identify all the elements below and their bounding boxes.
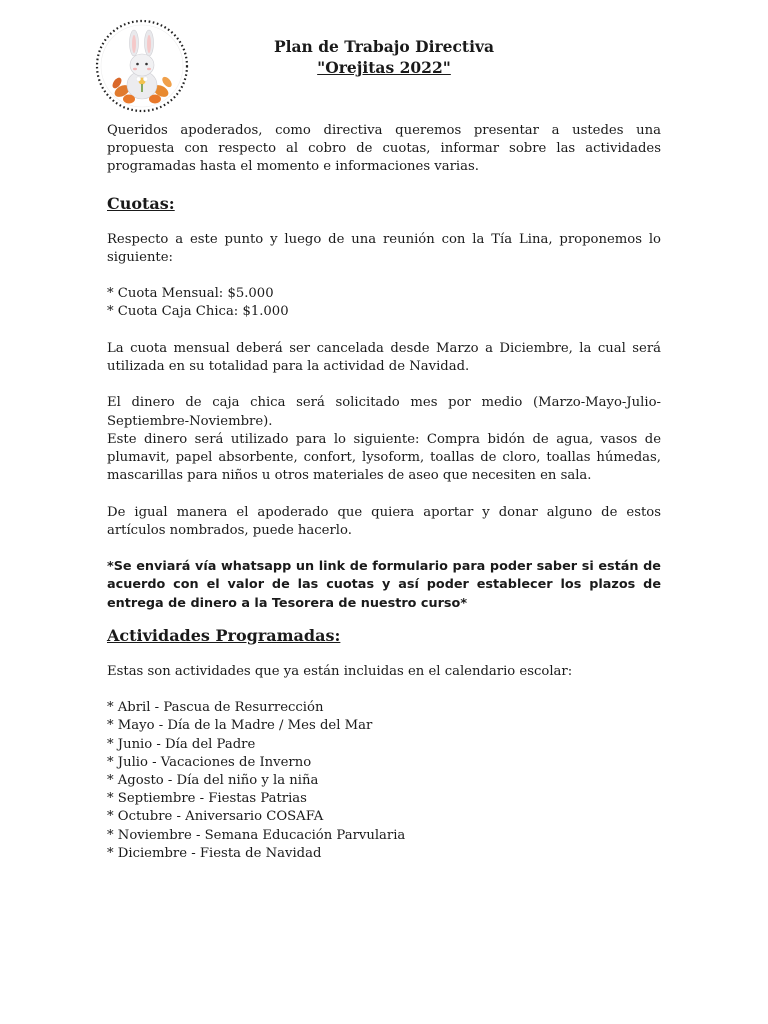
cuotas-heading: Cuotas: xyxy=(107,193,175,213)
document-title xyxy=(200,36,568,78)
bunny-logo-icon xyxy=(95,19,189,113)
activity-item: * Noviembre - Semana Educación Parvularia xyxy=(107,827,406,843)
activity-item: * Mayo - Día de la Madre / Mes del Mar xyxy=(107,718,373,734)
activity-item: * Julio - Vacaciones de Inverno xyxy=(107,754,312,770)
activity-item: * Diciembre - Fiesta de Navidad xyxy=(107,845,322,861)
activity-item: * Abril - Pascua de Resurrección xyxy=(107,700,324,716)
cuotas-paragraph-3: El dinero de caja chica será solicitado mes por medio (Marzo-Mayo-Julio-Septiembre-Noviembre). xyxy=(107,395,661,429)
cuota-item: * Cuota Caja Chica: $1.000 xyxy=(107,304,289,320)
activity-item: * Junio - Día del Padre xyxy=(107,736,256,752)
title-line-2: "Orejitas 2022" xyxy=(317,58,451,77)
activity-item: * Octubre - Aniversario COSAFA xyxy=(107,809,324,825)
cuota-item: * Cuota Mensual: $5.000 xyxy=(107,286,274,302)
intro-paragraph: Queridos apoderados, como directiva queremos presentar a ustedes una propuesta con respecto al cobro de cuotas, informar sobre las actividades programadas hasta el momento e informaciones varias. xyxy=(107,123,661,175)
activity-item: * Septiembre - Fiestas Patrias xyxy=(107,791,307,807)
cuotas-paragraph-4: Este dinero será utilizado para lo siguiente: Compra bidón de agua, vasos de plumavit, papel absorbente, confort, lysoform, toallas de cloro, toallas húmedas, mascarillas para niños u otros materiales de aseo que necesiten en sala. xyxy=(107,431,661,484)
document-body xyxy=(107,122,661,863)
cuotas-paragraph-1: Respecto a este punto y luego de una reunión con la Tía Lina, proponemos lo siguiente: xyxy=(107,231,661,265)
title-line-1: Plan de Trabajo Directiva xyxy=(273,37,495,56)
whatsapp-notice: *Se enviará vía whatsapp un link de formulario para poder saber si están de acuerdo con el valor de las cuotas y así poder establecer los plazos de entrega de dinero a la Tesorera de nuestro curso* xyxy=(107,559,661,611)
cuotas-paragraph-5: De igual manera el apoderado que quiera aportar y donar alguno de estos artículos nombrados, puede hacerlo. xyxy=(107,504,661,538)
activity-item: * Agosto - Día del niño y la niña xyxy=(107,773,319,788)
cuotas-paragraph-2: La cuota mensual deberá ser cancelada desde Marzo a Diciembre, la cual será utilizada en su totalidad para la actividad de Navidad. xyxy=(107,340,661,374)
actividades-heading: Actividades Programadas: xyxy=(107,625,341,645)
actividades-paragraph: Estas son actividades que ya están incluidas en el calendario escolar: xyxy=(107,663,573,679)
